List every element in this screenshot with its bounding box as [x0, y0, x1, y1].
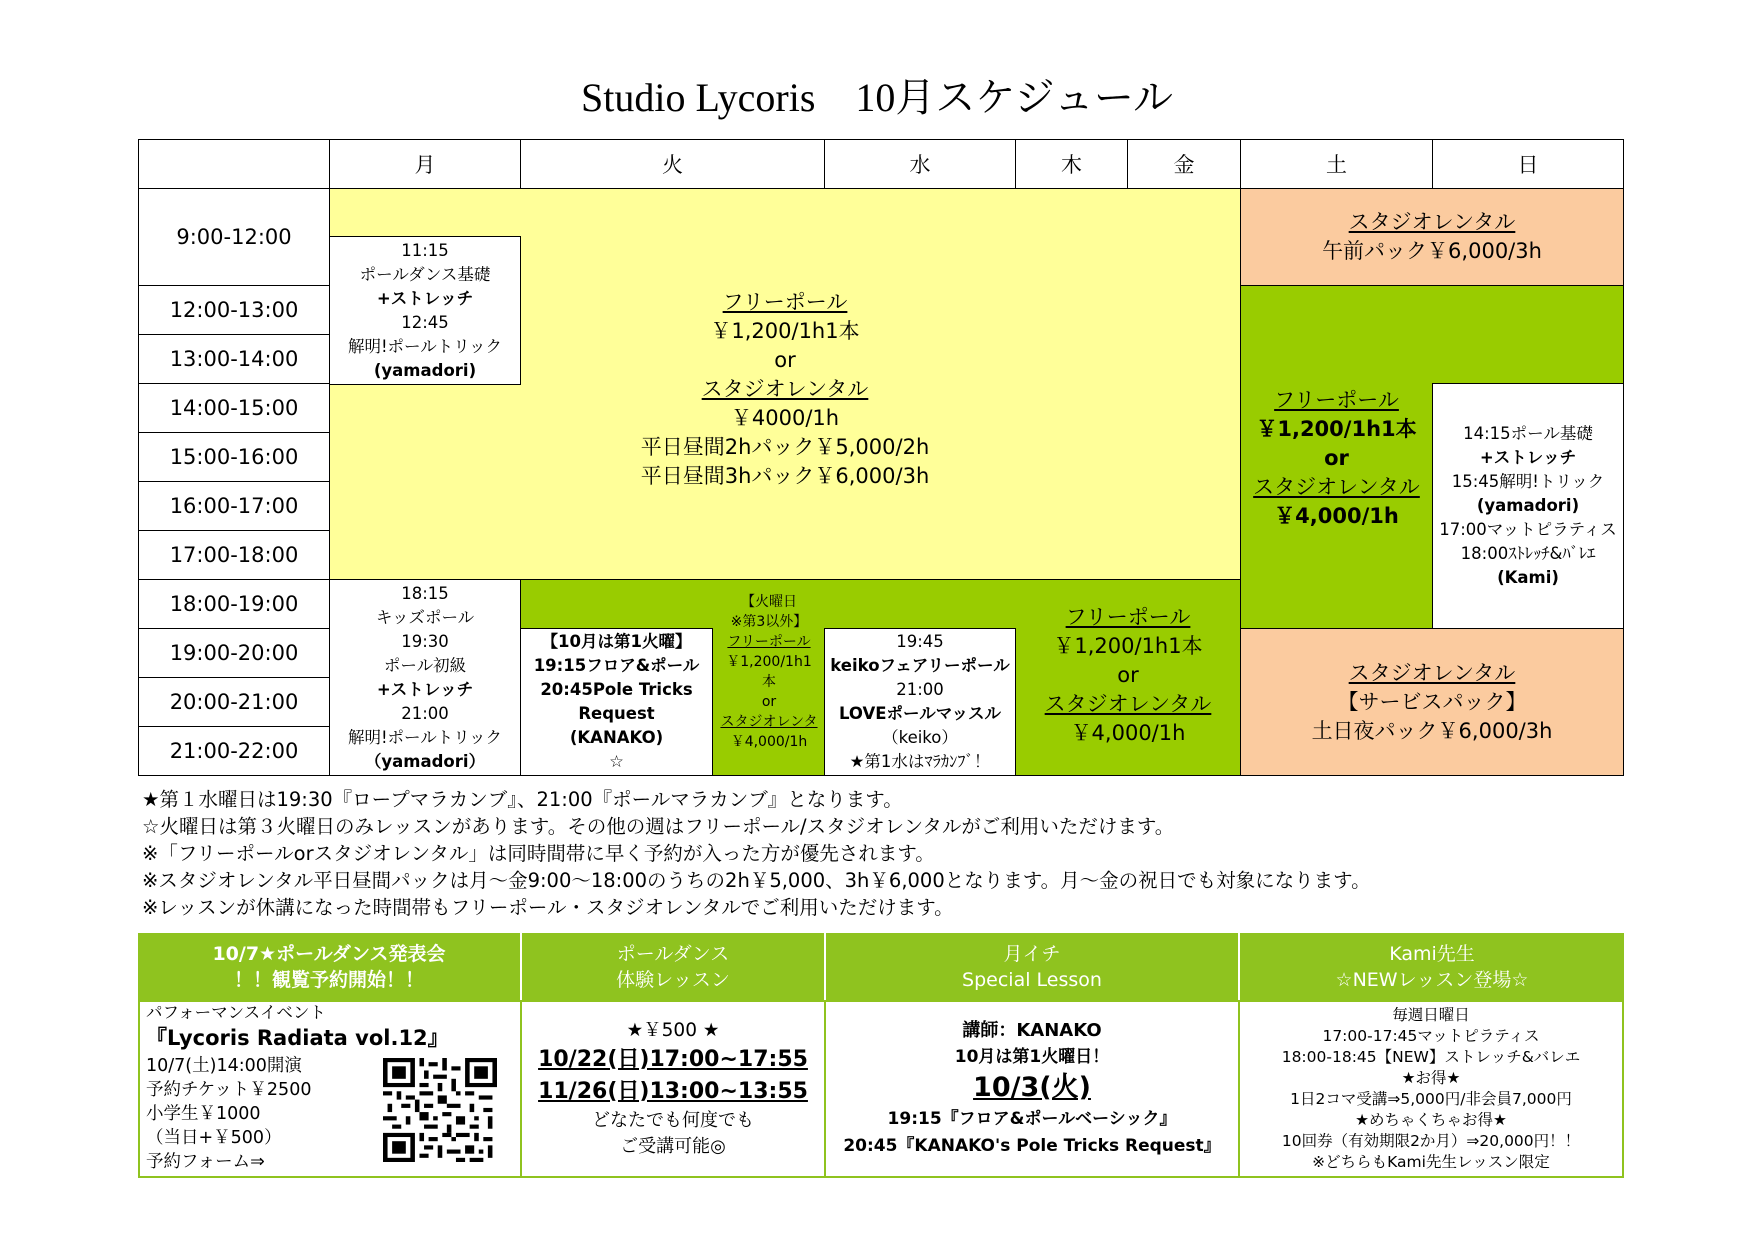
instructor-name: (Kami): [1497, 568, 1559, 587]
kami-line: 10回券（有効期限2か月）⇒20,000円！！: [1281, 1132, 1581, 1150]
monthly-box-header: [826, 933, 1238, 1000]
or-text: or: [774, 347, 796, 372]
time-slot: 19:00-20:00: [138, 628, 330, 678]
instructor-name: （keiko）: [882, 728, 958, 747]
event-date: 10/7(土)14:00開演: [146, 1056, 302, 1076]
free-pole-label: フリーポール: [722, 289, 848, 314]
monthly-box: [824, 1000, 1240, 1178]
studio-rental-label: スタジオレンタル: [1044, 691, 1212, 716]
thufri-free-pole: [1015, 600, 1241, 750]
lesson-name: 14:15ポール基礎: [1463, 424, 1593, 443]
or-text: or: [761, 694, 777, 710]
time-slot: 21:00-22:00: [138, 726, 330, 776]
note-line: ※レッスンが休講になった時間帯もフリーポール・スタジオレンタルでご利用いただけます。: [142, 896, 954, 919]
note-line: ★第１水曜日は19:30『ロープマラカンブ』、21:00『ポールマラカンブ』となります。: [142, 788, 903, 811]
box-header-line: Special Lesson: [962, 968, 1102, 991]
time-slot: 15:00-16:00: [138, 432, 330, 482]
price-text: ￥1,200/1h1本: [1053, 633, 1203, 658]
instructor-name: (KANAKO): [569, 728, 664, 747]
header-day-mon: 月: [329, 139, 521, 189]
monthly-date: 10/3(火): [973, 1072, 1091, 1103]
star-mark: ☆: [609, 752, 624, 771]
lesson-time: 11:15: [401, 240, 449, 260]
instructor-name: (yamadori): [1476, 496, 1580, 515]
lesson-name: 19:15フロア&ポール: [533, 656, 700, 675]
mon-morning-lesson: [329, 236, 521, 385]
studio-rental-label: スタジオレンタル: [1348, 210, 1516, 234]
lesson-name: 解明!ポールトリック: [347, 727, 503, 747]
lesson-time: 19:30: [401, 631, 449, 651]
qr-code-icon[interactable]: [383, 1058, 497, 1162]
note-text: 【火曜日: [741, 594, 797, 610]
lesson-name: 15:45解明!トリック: [1451, 472, 1605, 491]
trial-box-header: [522, 933, 824, 1000]
trial-box: [520, 1000, 826, 1178]
lesson-name: キッズポール: [375, 607, 475, 627]
lesson-time: 18:15: [401, 583, 449, 603]
trial-price: ★￥500 ★: [626, 1020, 720, 1041]
mon-evening-lesson: [329, 579, 521, 776]
or-text: or: [1324, 445, 1349, 470]
free-pole-label: フリーポール: [1274, 387, 1399, 412]
event-box: [138, 1000, 522, 1178]
header-day-fri: 金: [1127, 139, 1241, 189]
sun-lesson: [1432, 383, 1624, 629]
box-header-line: Kami先生: [1389, 942, 1475, 965]
price-text: ￥4,000/1h: [730, 734, 808, 750]
event-price: 小学生￥1000: [146, 1104, 261, 1124]
event-box-header: [138, 933, 520, 1000]
time-slot: 13:00-14:00: [138, 334, 330, 384]
kami-line: ※どちらもKami先生レッスン限定: [1312, 1153, 1550, 1171]
lesson-name: ポール初級: [383, 655, 467, 675]
header-day-tue: 火: [520, 139, 825, 189]
lesson-name: 18:00ｽﾄﾚｯﾁ&ﾊﾞﾚｴ: [1460, 544, 1596, 563]
lesson-name: 20:45Pole Tricks: [540, 680, 693, 699]
kami-line: 毎週日曜日: [1392, 1006, 1470, 1024]
event-label: パフォーマンスイベント: [146, 1003, 326, 1022]
pack-text: 午前パック￥6,000/3h: [1322, 239, 1542, 263]
lesson-time: 12:45: [401, 312, 449, 332]
event-price-note: （当日+￥500）: [146, 1128, 282, 1148]
price-text: ￥4000/1h: [730, 405, 840, 430]
page-title: Studio Lycoris 10月スケジュール: [580, 75, 1174, 120]
price-text: ￥1,200/1h1: [726, 654, 812, 670]
note-line: ※スタジオレンタル平日昼間パックは月～金9:00～18:00のうちの2h￥5,000、3h￥6,000となります。月～金の祝日でも対象になります。: [142, 869, 1371, 892]
kami-line: ★お得★: [1401, 1069, 1461, 1087]
pack-text: 【サービスパック】: [1337, 689, 1527, 714]
lesson-name: LOVEポールマッスル: [838, 704, 1002, 723]
header-day-sat: 土: [1240, 139, 1433, 189]
trial-note: ご受講可能◎: [620, 1136, 726, 1157]
lesson-name: Request: [578, 704, 655, 723]
free-pole-label: フリーポール: [1065, 604, 1191, 629]
studio-rental-label: スタジオレンタル: [701, 376, 869, 401]
lesson-name: +ストレッチ: [376, 288, 474, 308]
kami-line: 18:00-18:45【NEW】ストレッチ&バレエ: [1281, 1048, 1581, 1066]
instructor-name: (yamadori): [373, 360, 477, 380]
tue-free-pole-note: [713, 592, 825, 774]
tue-evening-lesson: [520, 628, 713, 776]
price-text: ￥4,000/1h: [1070, 720, 1186, 745]
kami-box: [1238, 1000, 1624, 1178]
event-price: 予約チケット￥2500: [146, 1080, 312, 1100]
header-corner: [138, 139, 330, 189]
studio-rental-label: スタジオレンタ: [720, 714, 818, 730]
time-slot: 20:00-21:00: [138, 677, 330, 727]
instructor-label: 講師：KANAKO: [962, 1020, 1102, 1041]
event-title: 『Lycoris Radiata vol.12』: [146, 1026, 449, 1050]
header-day-wed: 水: [824, 139, 1016, 189]
lesson-time: 19:45: [896, 632, 944, 651]
lesson-name: ポールダンス基礎: [359, 264, 491, 284]
wed-evening-lesson: [824, 628, 1016, 776]
kami-line: 17:00-17:45マットピラティス: [1322, 1027, 1540, 1045]
qr-code-graphic: [383, 1058, 497, 1162]
header-day-sun: 日: [1432, 139, 1624, 189]
or-text: or: [1117, 662, 1139, 687]
lesson-time: 21:00: [401, 703, 449, 723]
trial-note: どなたでも何度でも: [592, 1110, 754, 1131]
price-text: 本: [762, 674, 776, 690]
price-text: ￥1,200/1h1本: [1256, 416, 1417, 441]
weekend-night-rental: [1240, 628, 1624, 776]
box-header-line: ポールダンス: [616, 942, 730, 965]
time-slot: 18:00-19:00: [138, 579, 330, 629]
studio-rental-label: スタジオレンタル: [1348, 660, 1516, 685]
sat-free-pole: [1240, 383, 1433, 533]
instructor-name: （yamadori）: [364, 751, 486, 771]
note-text: ※第3以外】: [730, 614, 808, 630]
time-slot: 16:00-17:00: [138, 481, 330, 531]
note-line: ☆火曜日は第３火曜日のみレッスンがあります。その他の週はフリーポール/スタジオレンタルがご利用いただけます。: [142, 815, 1175, 838]
trial-date: 11/26(日)13:00~13:55: [538, 1079, 808, 1104]
price-text: ￥1,200/1h1本: [710, 318, 860, 343]
lesson-note: 【10月は第1火曜】: [541, 632, 692, 651]
kami-line: 1日2コマ受講⇒5,000円/非会員7,000円: [1290, 1090, 1572, 1108]
lesson-name: keikoフェアリーポール: [830, 656, 1010, 675]
box-header-line: ☆NEWレッスン登場☆: [1335, 968, 1529, 991]
lesson-name: +ストレッチ: [1479, 448, 1577, 467]
time-slot: 17:00-18:00: [138, 530, 330, 580]
pack-text: 土日夜パック￥6,000/3h: [1311, 718, 1553, 743]
pack-text: 平日昼間3hパック￥6,000/3h: [640, 463, 930, 488]
free-pole-label: フリーポール: [727, 634, 811, 650]
weekend-morning-rental: [1240, 188, 1624, 286]
box-header-line: 10/7★ポールダンス発表会: [212, 942, 446, 965]
kami-box-header: [1240, 933, 1624, 1000]
monthly-lesson: 19:15『フロア&ポールベーシック』: [887, 1109, 1177, 1129]
lesson-name: 解明!ポールトリック: [347, 336, 503, 356]
box-header-line: 体験レッスン: [616, 968, 730, 991]
lesson-name: 17:00マットピラティス: [1439, 520, 1617, 539]
studio-rental-label: スタジオレンタル: [1253, 474, 1420, 499]
pack-text: 平日昼間2hパック￥5,000/2h: [640, 434, 930, 459]
time-slot: 9:00-12:00: [138, 188, 330, 286]
note-line: ※「フリーポールorスタジオレンタル」は同時間帯に早く予約が入った方が優先されます。: [142, 842, 935, 865]
header-day-thu: 木: [1015, 139, 1128, 189]
lesson-name: +ストレッチ: [376, 679, 474, 699]
reservation-form-link[interactable]: 予約フォーム⇒: [146, 1152, 265, 1172]
price-text: ￥4,000/1h: [1274, 503, 1399, 528]
box-header-line: 月イチ: [1003, 942, 1061, 965]
time-slot: 12:00-13:00: [138, 285, 330, 335]
time-slot: 14:00-15:00: [138, 383, 330, 433]
lesson-note: ★第1水はﾏﾗｶﾝﾌﾞ！: [849, 752, 991, 771]
kami-line: ★めちゃくちゃお得★: [1355, 1111, 1507, 1129]
monthly-note: 10月は第1火曜日！: [954, 1047, 1110, 1067]
box-header-line: ！！観覧予約開始！！: [233, 968, 424, 991]
trial-date: 10/22(日)17:00~17:55: [538, 1047, 808, 1072]
monthly-lesson: 20:45『KANAKO's Pole Tricks Request』: [843, 1136, 1221, 1156]
lesson-time: 21:00: [896, 680, 944, 699]
